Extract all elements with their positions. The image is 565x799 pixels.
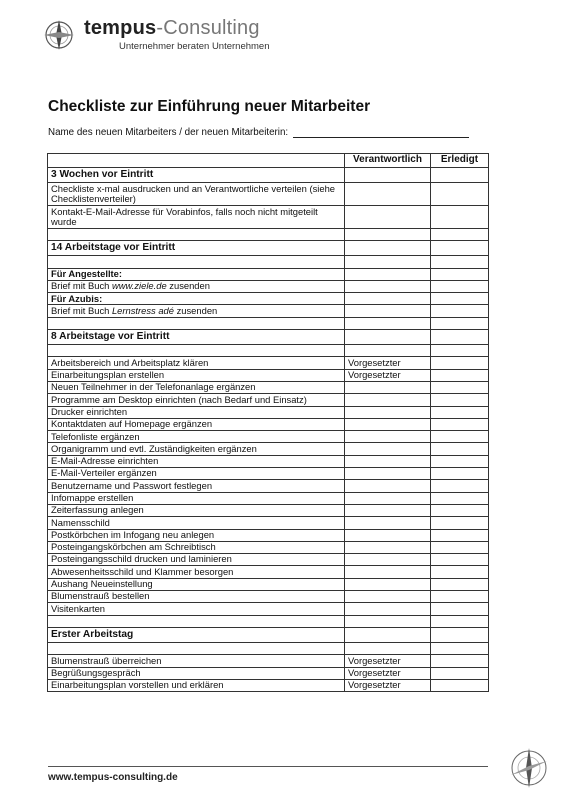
task-label: Einarbeitungsplan erstellen xyxy=(48,369,345,381)
table-row xyxy=(48,667,489,679)
done-cell xyxy=(431,168,489,183)
responsible-cell xyxy=(345,468,431,480)
done-cell xyxy=(431,406,489,418)
table-row xyxy=(48,394,489,406)
done-cell xyxy=(431,655,489,667)
responsible-cell xyxy=(345,305,431,317)
header-done: Erledigt xyxy=(431,154,489,168)
task-label: Organigramm und evtl. Zuständigkeiten ergänzen xyxy=(48,443,345,455)
task-label: Visitenkarten xyxy=(48,603,345,615)
table-row xyxy=(48,455,489,467)
task-label: Namensschild xyxy=(48,517,345,529)
subheading-label: Für Azubis: xyxy=(48,293,345,305)
brand-tagline: Unternehmer beraten Unternehmen xyxy=(119,41,270,52)
header-empty-cell xyxy=(48,154,345,168)
task-label: Benutzername und Passwort festlegen xyxy=(48,480,345,492)
table-row xyxy=(48,305,489,317)
done-cell xyxy=(431,394,489,406)
table-row xyxy=(48,183,489,206)
task-label: Kontakt-E-Mail-Adresse für Vorabinfos, falls noch nicht mitgeteilt wurde xyxy=(48,206,345,229)
task-label: Drucker einrichten xyxy=(48,406,345,418)
responsible-cell xyxy=(345,566,431,578)
done-cell xyxy=(431,206,489,229)
table-row xyxy=(48,480,489,492)
table-row xyxy=(48,554,489,566)
table-row xyxy=(48,443,489,455)
task-label: Begrüßungsgespräch xyxy=(48,667,345,679)
done-cell xyxy=(431,431,489,443)
responsible-cell xyxy=(345,504,431,516)
blank-row xyxy=(48,317,489,329)
done-cell xyxy=(431,667,489,679)
table-row xyxy=(48,468,489,480)
book-title: Lernstress adé xyxy=(111,304,174,316)
responsible-cell: Vorgesetzter xyxy=(345,357,431,369)
blank-row xyxy=(48,642,489,654)
blank-row xyxy=(48,615,489,627)
table-row xyxy=(48,578,489,590)
brand-dash: - xyxy=(156,17,164,39)
section-title: 8 Arbeitstage vor Eintritt xyxy=(48,330,345,345)
responsible-cell xyxy=(345,492,431,504)
task-text: Brief mit Buch xyxy=(51,280,112,292)
section-title: 14 Arbeitstage vor Eintritt xyxy=(48,241,345,256)
page-title: Checkliste zur Einführung neuer Mitarbeiter xyxy=(48,98,371,115)
table-row xyxy=(48,280,489,292)
done-cell xyxy=(431,455,489,467)
table-row xyxy=(48,206,489,229)
responsible-cell xyxy=(345,578,431,590)
responsible-cell xyxy=(345,330,431,345)
task-text: Brief mit Buch xyxy=(51,304,112,316)
done-cell xyxy=(431,443,489,455)
done-cell xyxy=(431,468,489,480)
done-cell xyxy=(431,280,489,292)
done-cell xyxy=(431,330,489,345)
task-label: E-Mail-Adresse einrichten xyxy=(48,455,345,467)
responsible-cell xyxy=(345,268,431,280)
responsible-cell xyxy=(345,431,431,443)
responsible-cell xyxy=(345,381,431,393)
task-label: Abwesenheitsschild und Klammer besorgen xyxy=(48,566,345,578)
done-cell xyxy=(431,504,489,516)
responsible-cell: Vorgesetzter xyxy=(345,667,431,679)
task-label: Arbeitsbereich und Arbeitsplatz klären xyxy=(48,357,345,369)
done-cell xyxy=(431,517,489,529)
section-title: Erster Arbeitstag xyxy=(48,627,345,642)
brand-name: tempus xyxy=(84,17,157,39)
footer-url: www.tempus-consulting.de xyxy=(48,772,178,783)
responsible-cell xyxy=(345,443,431,455)
done-cell xyxy=(431,541,489,553)
done-cell xyxy=(431,381,489,393)
done-cell xyxy=(431,578,489,590)
table-row xyxy=(48,679,489,691)
done-cell xyxy=(431,603,489,615)
section-row xyxy=(48,627,489,642)
task-label: Blumenstrauß bestellen xyxy=(48,591,345,603)
header-responsible: Verantwortlich xyxy=(345,154,431,168)
responsible-cell xyxy=(345,517,431,529)
responsible-cell xyxy=(345,168,431,183)
responsible-cell xyxy=(345,418,431,430)
responsible-cell xyxy=(345,293,431,305)
done-cell xyxy=(431,183,489,206)
responsible-cell xyxy=(345,591,431,603)
table-row xyxy=(48,529,489,541)
responsible-cell: Vorgesetzter xyxy=(345,369,431,381)
done-cell xyxy=(431,529,489,541)
done-cell xyxy=(431,293,489,305)
table-row xyxy=(48,381,489,393)
task-label: Programme am Desktop einrichten (nach Bedarf und Einsatz) xyxy=(48,394,345,406)
responsible-cell xyxy=(345,394,431,406)
responsible-cell: Vorgesetzter xyxy=(345,679,431,691)
responsible-cell: Vorgesetzter xyxy=(345,655,431,667)
table-header-row xyxy=(48,154,489,168)
section-row xyxy=(48,241,489,256)
section-row xyxy=(48,330,489,345)
task-label: Infomappe erstellen xyxy=(48,492,345,504)
section-row xyxy=(48,168,489,183)
done-cell xyxy=(431,591,489,603)
task-label: Checkliste x-mal ausdrucken und an Verantwortliche verteilen (siehe Checklistenverteiler) xyxy=(48,183,345,206)
table-row xyxy=(48,541,489,553)
task-label: Telefonliste ergänzen xyxy=(48,431,345,443)
done-cell xyxy=(431,566,489,578)
task-label xyxy=(48,305,345,317)
table-row xyxy=(48,504,489,516)
responsible-cell xyxy=(345,206,431,229)
done-cell xyxy=(431,241,489,256)
responsible-cell xyxy=(345,627,431,642)
task-label: Kontaktdaten auf Homepage ergänzen xyxy=(48,418,345,430)
footer-divider xyxy=(48,766,488,767)
task-label: Blumenstrauß überreichen xyxy=(48,655,345,667)
responsible-cell xyxy=(345,406,431,418)
blank-row xyxy=(48,256,489,268)
subheading-row xyxy=(48,293,489,305)
responsible-cell xyxy=(345,480,431,492)
table-row xyxy=(48,357,489,369)
done-cell xyxy=(431,369,489,381)
table-row xyxy=(48,603,489,615)
done-cell xyxy=(431,480,489,492)
task-label: Zeiterfassung anlegen xyxy=(48,504,345,516)
blank-row xyxy=(48,229,489,241)
brand-suffix: Consulting xyxy=(163,17,260,39)
employee-name-blank-line xyxy=(293,128,469,138)
table-row xyxy=(48,431,489,443)
task-label xyxy=(48,280,345,292)
done-cell xyxy=(431,305,489,317)
responsible-cell xyxy=(345,603,431,615)
table-row xyxy=(48,369,489,381)
book-title: www.ziele.de xyxy=(111,280,167,292)
table-row xyxy=(48,566,489,578)
responsible-cell xyxy=(345,541,431,553)
responsible-cell xyxy=(345,554,431,566)
responsible-cell xyxy=(345,529,431,541)
done-cell xyxy=(431,268,489,280)
subheading-label: Für Angestellte: xyxy=(48,268,345,280)
task-label: Posteingangsschild drucken und laminieren xyxy=(48,554,345,566)
checklist-table xyxy=(47,153,489,692)
section-title: 3 Wochen vor Eintritt xyxy=(48,168,345,183)
responsible-cell xyxy=(345,183,431,206)
done-cell xyxy=(431,627,489,642)
compass-icon xyxy=(506,745,552,791)
employee-name-field xyxy=(48,127,469,138)
done-cell xyxy=(431,357,489,369)
task-label: Postkörbchen im Infogang neu anlegen xyxy=(48,529,345,541)
table-row xyxy=(48,492,489,504)
brand-logo-text xyxy=(84,17,260,40)
table-row xyxy=(48,517,489,529)
table-row xyxy=(48,591,489,603)
responsible-cell xyxy=(345,280,431,292)
done-cell xyxy=(431,554,489,566)
compass-icon xyxy=(42,18,76,52)
table-row xyxy=(48,655,489,667)
done-cell xyxy=(431,492,489,504)
task-text: zusenden xyxy=(166,280,210,292)
task-label: Neuen Teilnehmer in der Telefonanlage ergänzen xyxy=(48,381,345,393)
employee-name-label: Name des neuen Mitarbeiters / der neuen Mitarbeiterin: xyxy=(48,127,289,138)
task-text: zusenden xyxy=(173,304,218,316)
task-label: Posteingangskörbchen am Schreibtisch xyxy=(48,541,345,553)
done-cell xyxy=(431,418,489,430)
table-row xyxy=(48,406,489,418)
blank-row xyxy=(48,345,489,357)
done-cell xyxy=(431,679,489,691)
responsible-cell xyxy=(345,455,431,467)
table-row xyxy=(48,418,489,430)
responsible-cell xyxy=(345,241,431,256)
task-label: E-Mail-Verteiler ergänzen xyxy=(48,468,345,480)
subheading-row xyxy=(48,268,489,280)
task-label: Einarbeitungsplan vorstellen und erklären xyxy=(48,679,345,691)
task-label: Aushang Neueinstellung xyxy=(48,578,345,590)
